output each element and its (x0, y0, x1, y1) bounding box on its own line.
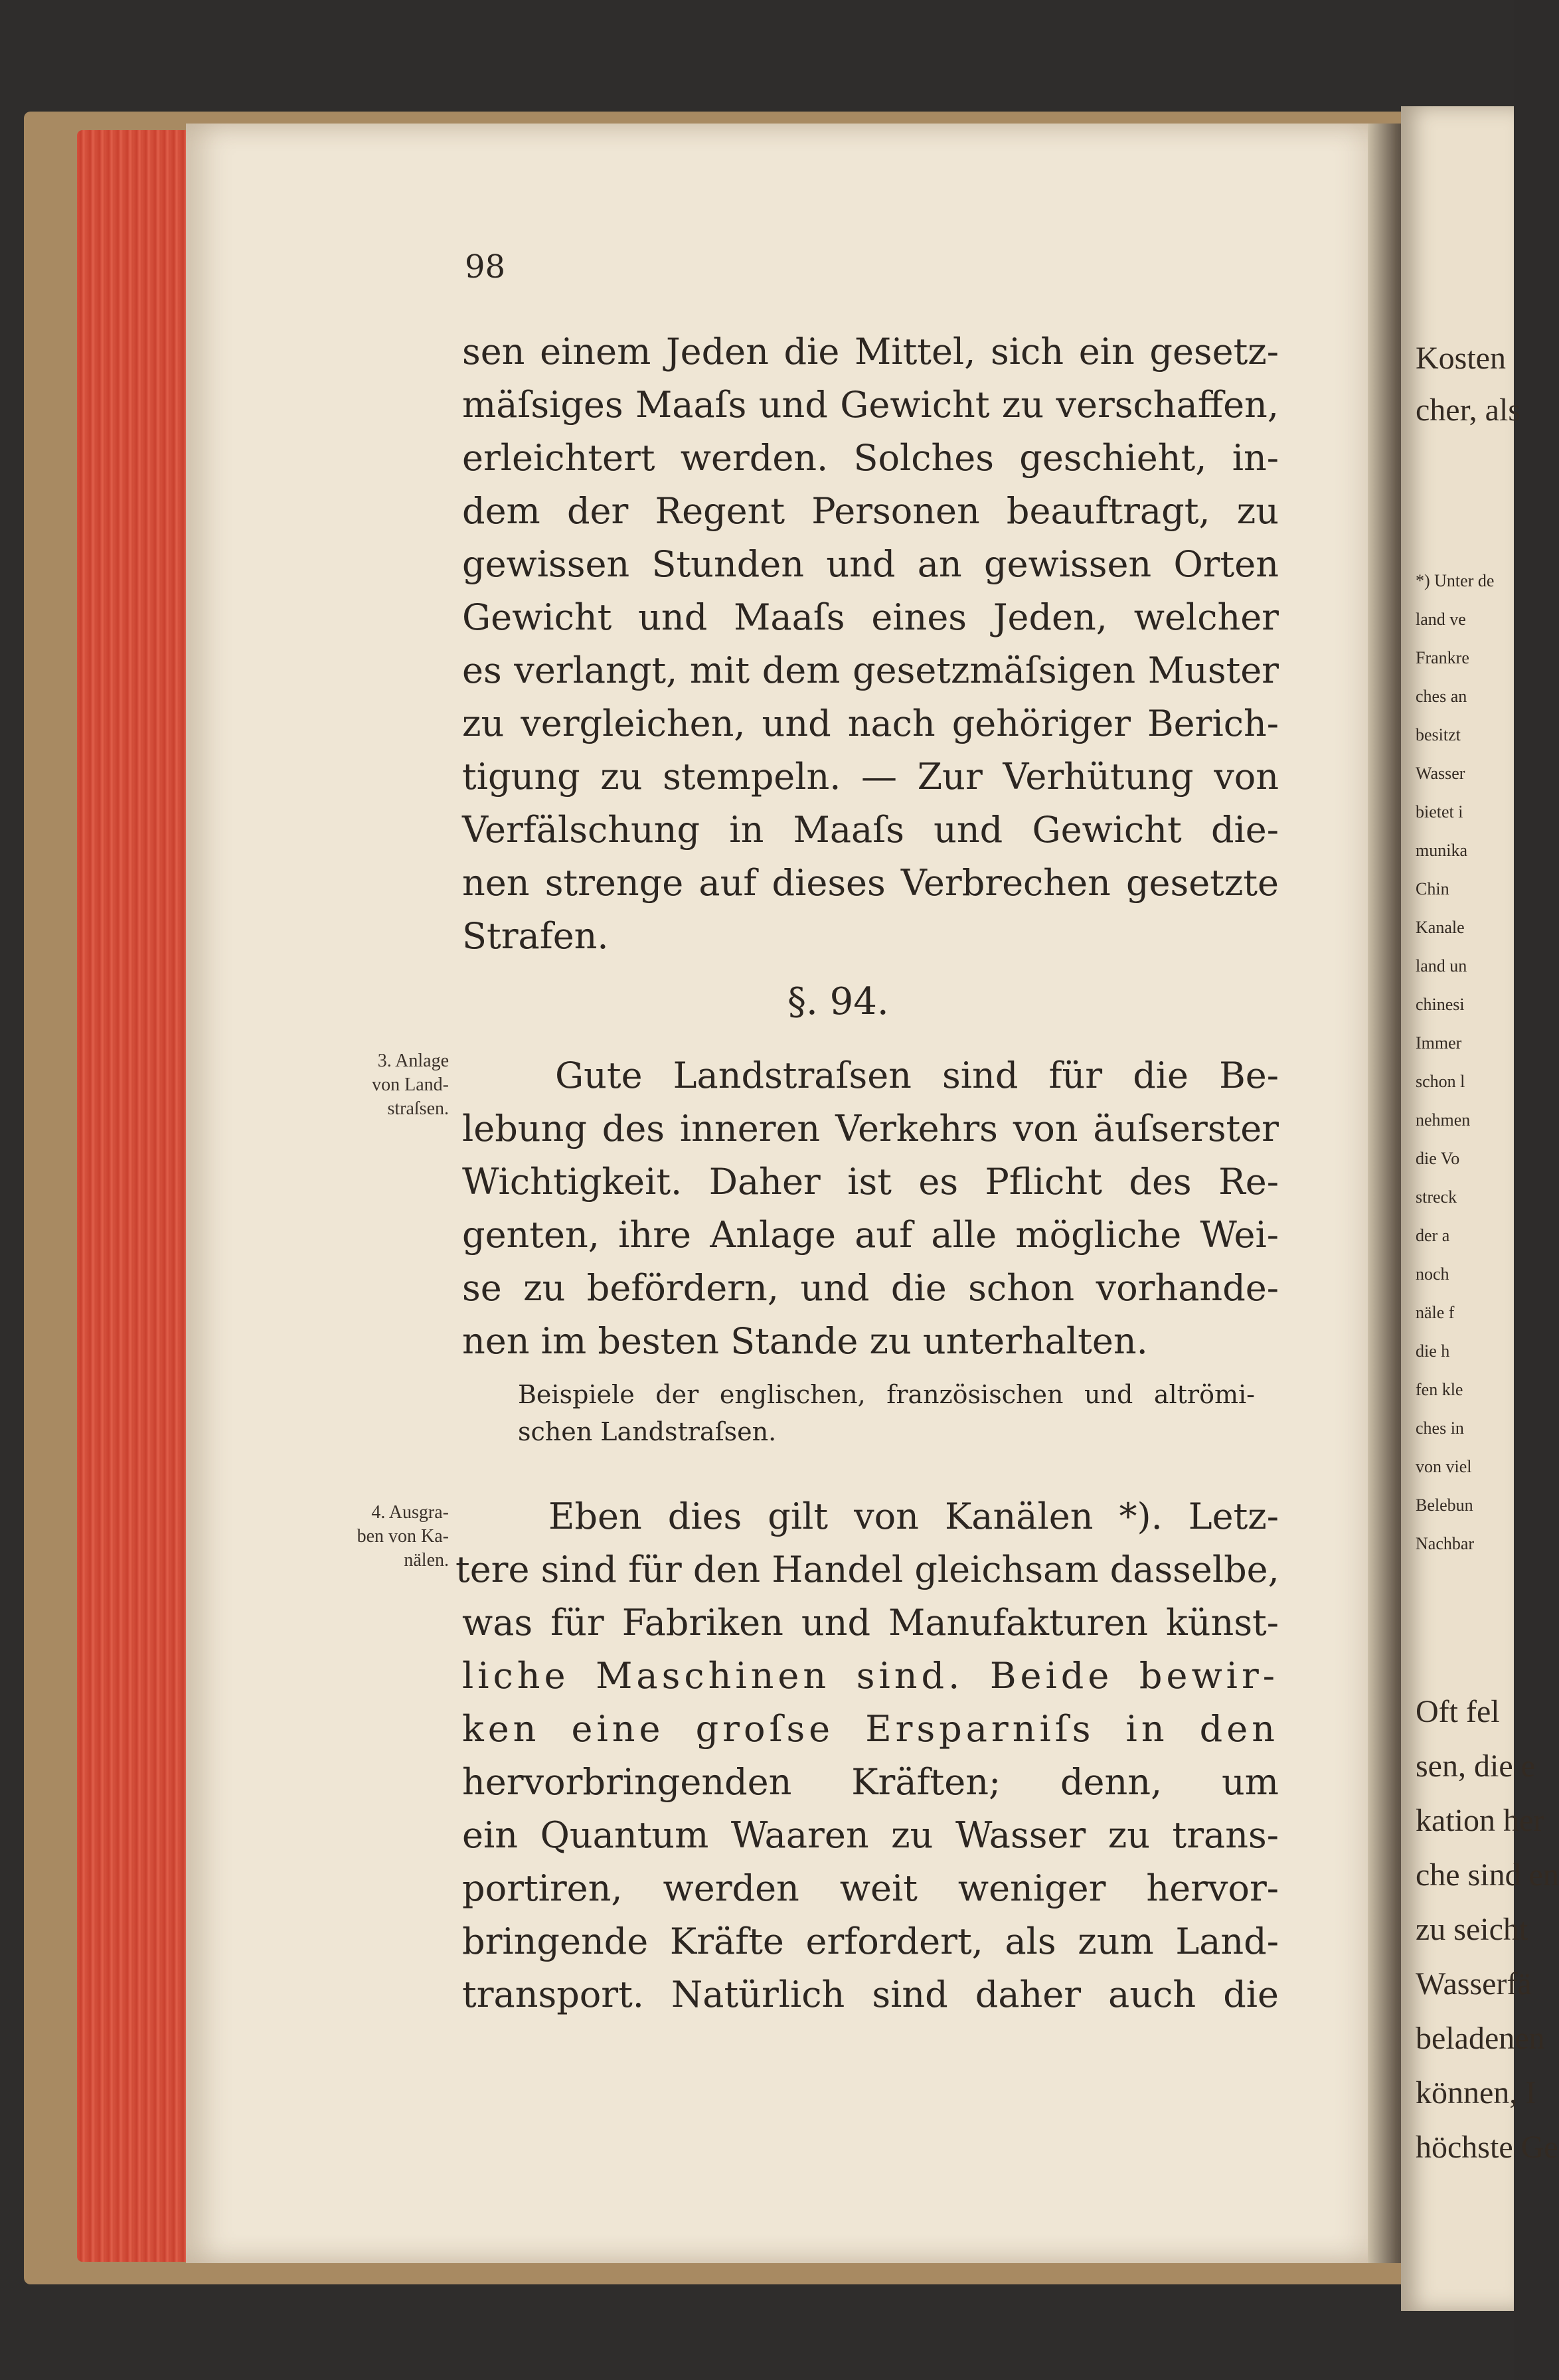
note-line: Beispiele der englischen, französischen und altrömi- (518, 1380, 1255, 1409)
right-page-footnote-line: bietet i (1416, 802, 1463, 821)
text-line: portiren, werden weit weniger hervor- (462, 1867, 1279, 1909)
text-line: transport. Natürlich sind daher auch die (462, 1974, 1279, 2015)
page-edges (77, 130, 203, 2262)
right-page-footnote-line: die h (1416, 1341, 1450, 1361)
text-line: bringende Kräfte erfordert, als zum Land- (462, 1920, 1279, 1962)
right-page-footnote-line: die Vo (1416, 1149, 1460, 1168)
right-page-footnote-line: Immer (1416, 1033, 1462, 1053)
right-page-footnote-line: besitzt (1416, 725, 1461, 744)
text-line: tigung zu stempeln. — Zur Verhütung von (462, 756, 1279, 798)
margin-note-line: straſsen. (387, 1098, 449, 1119)
right-page-line: cher, als (1416, 392, 1520, 428)
right-page-footnote-line: Wasser (1416, 764, 1465, 783)
margin-note-canals (303, 1501, 449, 1572)
text-line: sen einem Jeden die Mittel, sich ein gesetz- (462, 331, 1279, 373)
text-line: mäſsiges Maaſs und Gewicht zu verschaffen, (462, 384, 1279, 426)
margin-note-line: 4. Ausgra- (371, 1502, 449, 1523)
right-page-footnote-line: munika (1416, 841, 1467, 860)
right-page-footnote-line: Frankre (1416, 648, 1469, 667)
right-page-bottom-line: beladenen (1416, 2021, 1545, 2056)
text-line: Gewicht und Maaſs eines Jeden, welcher (462, 596, 1279, 638)
right-page-footnote-line: der a (1416, 1226, 1450, 1245)
right-page-footnote-line: *) Unter de (1416, 571, 1495, 590)
text-line: ein Quantum Waaren zu Wasser zu trans- (462, 1814, 1279, 1856)
margin-note-line: 3. Anlage (377, 1051, 449, 1071)
text-line: lebung des inneren Verkehrs von äuſserster (462, 1108, 1279, 1149)
right-page-footnote-line: ches in (1416, 1418, 1464, 1438)
right-page-footnote-line: noch (1416, 1264, 1449, 1284)
right-page-footnote-line: streck (1416, 1187, 1457, 1207)
right-page-footnote-line: Belebun (1416, 1495, 1473, 1515)
margin-note-line: nälen. (404, 1550, 449, 1571)
right-page-bottom-line: Oft fel (1416, 1694, 1500, 1729)
margin-note-roads (303, 1049, 449, 1121)
right-page-footnote-line: ches an (1416, 687, 1467, 706)
note-line: schen Landstraſsen. (518, 1417, 777, 1446)
page-number: 98 (465, 248, 506, 286)
text-line: nen strenge auf dieses Verbrechen gesetzte (462, 862, 1279, 904)
right-page-footnote-line: land ve (1416, 610, 1466, 629)
text-line: was für Fabriken und Manufakturen künst- (462, 1602, 1279, 1644)
text-line: ken eine groſse Ersparniſs in den (462, 1708, 1279, 1750)
text-line: liche Maschinen sind. Beide bewir- (462, 1655, 1279, 1697)
right-page-bottom-line: sen, die e (1416, 1748, 1535, 1784)
right-page-footnote-line: schon l (1416, 1072, 1465, 1091)
right-page-bottom-line: che sind en (1416, 1857, 1559, 1893)
text-line: hervorbringenden Kräften; denn, um (462, 1761, 1279, 1803)
right-page-line: Kosten (1416, 341, 1506, 376)
text-line: se zu befördern, und die schon vorhande- (462, 1267, 1279, 1309)
right-page-bottom-line: zu seicht (1416, 1912, 1528, 1947)
right-page-footnote-line: fen kle (1416, 1380, 1463, 1399)
right-page-bottom-line: kation her (1416, 1803, 1544, 1838)
margin-note-line: von Land- (372, 1074, 449, 1095)
text-line: Eben dies gilt von Kanälen *). Letz- (548, 1495, 1279, 1537)
right-page-bottom-line: können, I (1416, 2075, 1536, 2110)
text-line: genten, ihre Anlage auf alle mögliche Wei- (462, 1214, 1279, 1256)
right-page-footnote-line: Kanale (1416, 918, 1465, 937)
text-line: tere sind für den Handel gleichsam dasselbe, (455, 1549, 1279, 1590)
right-page-footnote-line: nehmen (1416, 1110, 1471, 1130)
right-page-footnote-line: von viel (1416, 1457, 1472, 1476)
right-page-bottom-line: Wasserfä (1416, 1966, 1532, 2001)
text-line: Gute Landstraſsen sind für die Be- (555, 1055, 1279, 1096)
text-line: Verfälschung in Maaſs und Gewicht die- (462, 809, 1279, 851)
text-line: Wichtigkeit. Daher ist es Pflicht des Re- (462, 1161, 1279, 1203)
right-page-footnote-line: näle f (1416, 1303, 1455, 1322)
right-page-bottom-line: höchste Ge (1416, 2130, 1558, 2165)
text-line: nen im besten Stande zu unterhalten. (462, 1320, 1148, 1362)
text-line: zu vergleichen, und nach gehöriger Berich- (462, 703, 1279, 744)
text-line: erleichtert werden. Solches geschieht, in- (462, 437, 1279, 479)
right-page (1401, 106, 1559, 2311)
text-line: dem der Regent Personen beauftragt, zu (462, 490, 1279, 532)
right-page-footnote-line: chinesi (1416, 995, 1465, 1014)
text-line: es verlangt, mit dem gesetzmäſsigen Muster (462, 649, 1279, 691)
right-page-footnote-line: land un (1416, 956, 1467, 976)
text-line: Strafen. (462, 915, 609, 957)
text-line: gewissen Stunden und an gewissen Orten (462, 543, 1279, 585)
right-page-footnote-line: Nachbar (1416, 1534, 1475, 1553)
margin-note-line: ben von Ka- (357, 1526, 449, 1547)
section-heading: §. 94. (787, 980, 889, 1023)
right-page-footnote-line: Chin (1416, 879, 1449, 898)
